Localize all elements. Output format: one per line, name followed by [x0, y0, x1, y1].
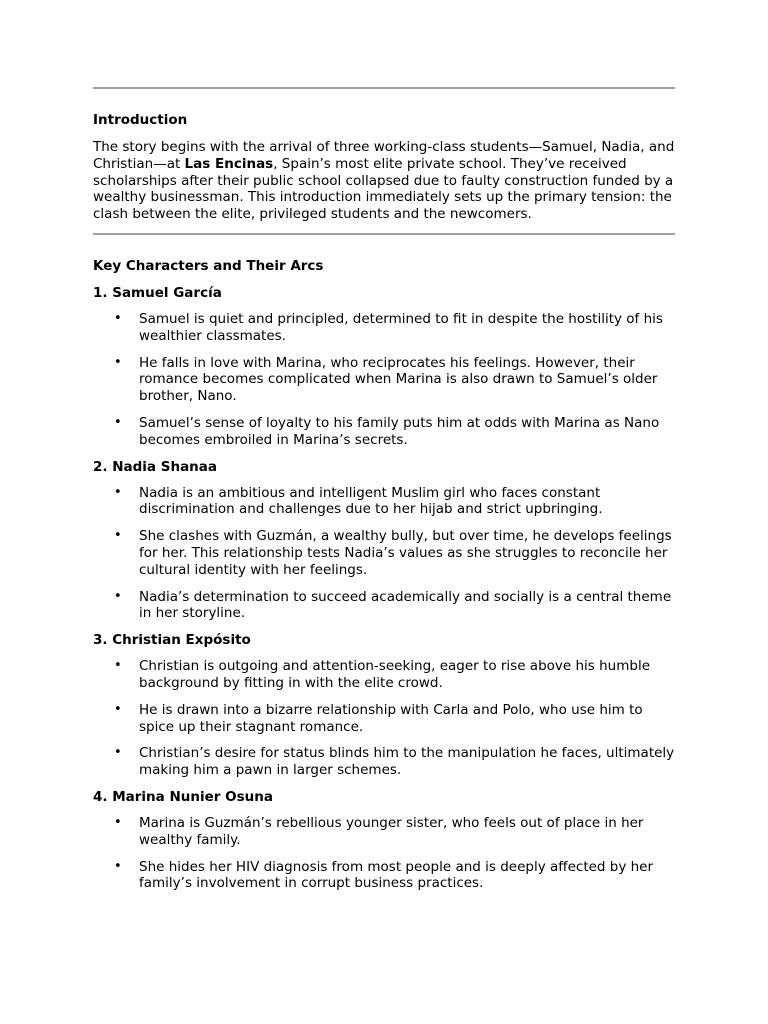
list-item-text: He falls in love with Marina, who reciprocates his feelings. However, their romance becomes complicated when Marina is also drawn to Samuel’s older brother, Nano. [139, 354, 658, 405]
list-item-text: She clashes with Guzmán, a wealthy bully, but over time, he develops feelings for her. This relationship tests Nadia’s values as she struggles to reconcile her cultural identity with her feelings. [139, 528, 672, 578]
bullet-icon: • [114, 745, 122, 761]
bullet-icon: • [114, 414, 122, 430]
character-bullet-list [93, 485, 675, 623]
key-characters-heading: Key Characters and Their Arcs [93, 257, 324, 274]
horizontal-divider-middle [93, 233, 675, 235]
bullet-icon: • [114, 658, 122, 674]
horizontal-divider-top [93, 87, 675, 89]
list-item [93, 745, 675, 779]
character-bullet-list [93, 815, 675, 892]
list-item-text: Nadia’s determination to succeed academically and socially is a central theme in her storyline. [139, 588, 672, 622]
bullet-icon: • [114, 858, 122, 874]
list-item-text: Samuel’s sense of loyalty to his family puts him at odds with Marina as Nano becomes embroiled in Marina’s secrets. [139, 414, 660, 448]
list-item [93, 815, 675, 849]
list-item-text: Marina is Guzmán’s rebellious younger sister, who feels out of place in her wealthy family. [139, 814, 644, 848]
introduction-paragraph [93, 139, 675, 223]
list-item-text: Christian’s desire for status blinds him to the manipulation he faces, ultimately making him a pawn in larger schemes. [139, 745, 675, 779]
bullet-icon: • [114, 814, 122, 830]
character-heading: 1. Samuel García [93, 284, 222, 301]
introduction-heading: Introduction [93, 112, 188, 128]
list-item [93, 702, 675, 736]
list-item-text: Samuel is quiet and principled, determined to fit in despite the hostility of his wealthier classmates. [139, 310, 663, 344]
character-bullet-list [93, 311, 675, 449]
character-heading: 2. Nadia Shanaa [93, 458, 218, 475]
list-item [93, 415, 675, 449]
list-item [93, 859, 675, 893]
characters-list [93, 285, 675, 892]
bullet-icon: • [114, 354, 122, 370]
character-heading: 3. Christian Expósito [93, 632, 251, 649]
list-item-text: Christian is outgoing and attention-seeking, eager to rise above his humble background by fitting in with the elite crowd. [139, 658, 651, 691]
list-item [93, 528, 675, 578]
list-item [93, 355, 675, 405]
bullet-icon: • [114, 701, 122, 717]
list-item [93, 485, 675, 519]
character-bullet-list [93, 658, 675, 779]
bullet-icon: • [114, 310, 122, 326]
intro-text-start: The story begins with the arrival of three working-class students—Samuel, Nadia, and Christian—at [93, 139, 675, 172]
bullet-icon: • [114, 528, 122, 544]
school-name-bold: Las Encinas [184, 155, 274, 172]
bullet-icon: • [114, 484, 122, 500]
list-item [93, 589, 675, 623]
intro-text-end: , Spain’s most elite private school. They’ve received scholarships after their public school collapsed due to faulty construction funded by a wealthy businessman. This introduction immediately sets up the primary tension: the clash between the elite, privileged students and the newcomers. [93, 155, 674, 223]
list-item-text: He is drawn into a bizarre relationship with Carla and Polo, who use him to spice up their stagnant romance. [139, 701, 643, 735]
list-item-text: She hides her HIV diagnosis from most people and is deeply affected by her family’s involvement in corrupt business practices. [139, 858, 654, 892]
list-item [93, 311, 675, 345]
character-heading: 4. Marina Nunier Osuna [93, 788, 273, 805]
list-item [93, 658, 675, 692]
list-item-text: Nadia is an ambitious and intelligent Muslim girl who faces constant discrimination and challenges due to her hijab and strict upbringing. [139, 484, 603, 518]
document-page [93, 0, 675, 892]
bullet-icon: • [114, 588, 122, 604]
